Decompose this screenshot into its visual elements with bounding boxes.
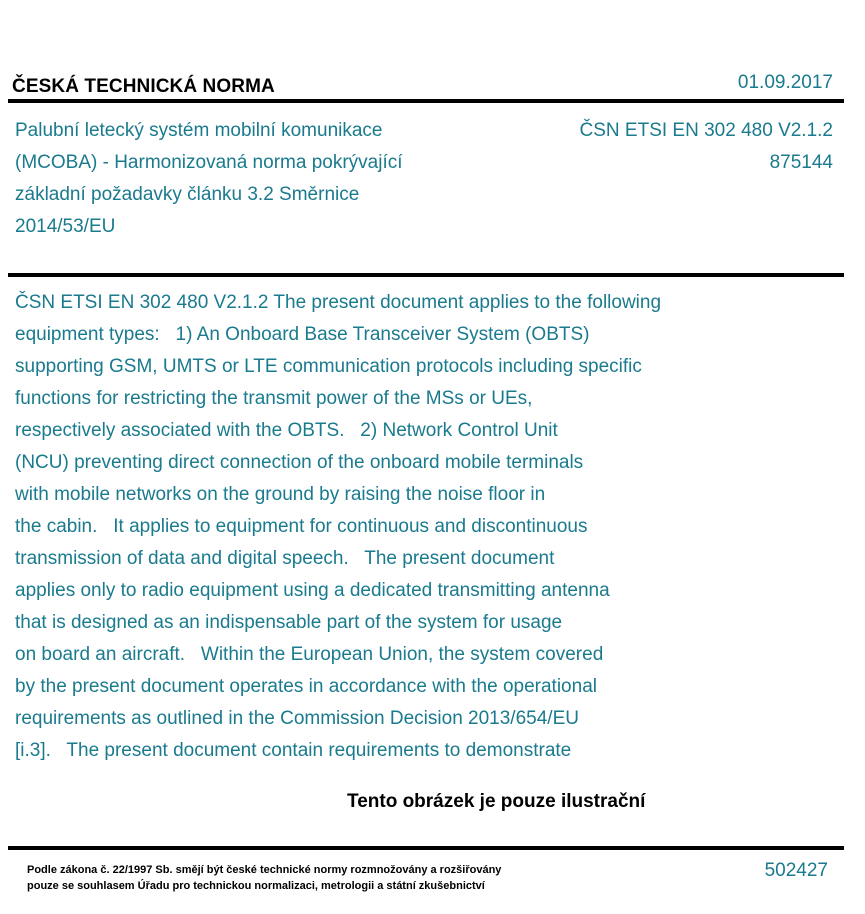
abstract-line: on board an aircraft. Within the European Union, the system covered bbox=[15, 644, 604, 665]
standard-code: ČSN ETSI EN 302 480 V2.1.2 bbox=[579, 120, 833, 141]
standard-type-heading: ČESKÁ TECHNICKÁ NORMA bbox=[12, 76, 275, 97]
copyright-notice bbox=[27, 862, 501, 894]
title-divider bbox=[8, 273, 844, 277]
abstract-line: with mobile networks on the ground by raising the noise floor in bbox=[15, 484, 546, 505]
abstract-line: requirements as outlined in the Commission Decision 2013/654/EU bbox=[15, 708, 579, 729]
illustration-disclaimer: Tento obrázek je pouze ilustrační bbox=[347, 791, 646, 812]
abstract-line: functions for restricting the transmit power of the MSs or UEs, bbox=[15, 388, 533, 409]
abstract-line: the cabin. It applies to equipment for continuous and discontinuous bbox=[15, 516, 588, 537]
abstract-line: ČSN ETSI EN 302 480 V2.1.2 The present document applies to the following bbox=[15, 292, 662, 313]
abstract-line: applies only to radio equipment using a dedicated transmitting antenna bbox=[15, 580, 610, 601]
copyright-line: pouze se souhlasem Úřadu pro technickou normalizaci, metrologii a státní zkušebnictví bbox=[27, 880, 485, 892]
abstract-line: respectively associated with the OBTS. 2) Network Control Unit bbox=[15, 420, 558, 441]
abstract-line: (NCU) preventing direct connection of the onboard mobile terminals bbox=[15, 452, 584, 473]
abstract-line: transmission of data and digital speech. The present document bbox=[15, 548, 555, 569]
abstract-line: that is designed as an indispensable part of the system for usage bbox=[15, 612, 563, 633]
document-title: Palubní letecký systém mobilní komunikace (MCOBA) - Harmonizovaná norma pokrývající základní požadavky článku 3.2 Směrnice 2014/53/EU bbox=[15, 120, 403, 237]
copyright-line: Podle zákona č. 22/1997 Sb. smějí být české technické normy rozmnožovány a rozšiřovány bbox=[27, 864, 502, 876]
abstract-line: by the present document operates in accordance with the operational bbox=[15, 676, 597, 697]
footer-divider bbox=[8, 846, 844, 850]
abstract-line: supporting GSM, UMTS or LTE communication protocols including specific bbox=[15, 356, 642, 377]
abstract-line: [i.3]. The present document contain requirements to demonstrate bbox=[15, 740, 572, 761]
header-divider bbox=[8, 99, 844, 103]
catalog-number: 875144 bbox=[769, 152, 833, 173]
document-meta bbox=[580, 115, 833, 179]
abstract-line: equipment types: 1) An Onboard Base Transceiver System (OBTS) bbox=[15, 324, 590, 345]
publication-date: 01.09.2017 bbox=[737, 72, 833, 93]
footer-number: 502427 bbox=[764, 860, 828, 881]
abstract-text bbox=[15, 287, 815, 767]
